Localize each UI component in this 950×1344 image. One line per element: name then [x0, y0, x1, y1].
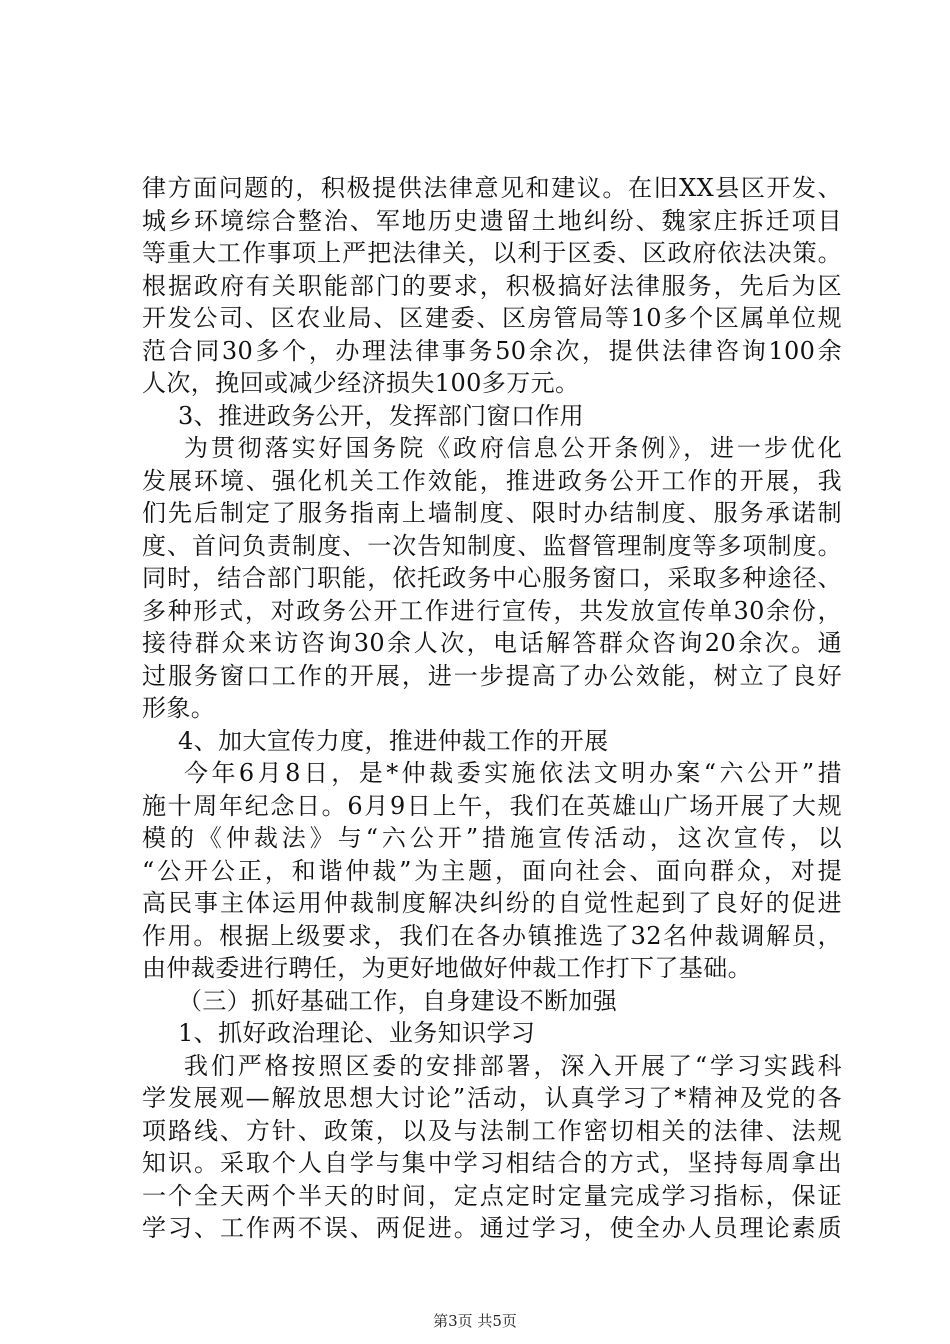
section-heading: 4、加大宣传力度，推进仲裁工作的开展 — [178, 726, 609, 755]
text-line: 们先后制定了服务指南上墙制度、限时办结制度、服务承诺制 — [142, 499, 842, 527]
text-line: 我们严格按照区委的安排部署，深入开展了“学习实践科 — [184, 1051, 842, 1080]
text-line: 多种形式，对政务公开工作进行宣传，共发放宣传单30余份， — [142, 596, 842, 625]
text-line: 学习、工作两不误、两促进。通过学习，使全办人员理论素质 — [142, 1214, 842, 1242]
section-heading: 3、推进政务公开，发挥部门窗口作用 — [178, 401, 585, 430]
text-line: 作用。根据上级要求，我们在各办镇推选了32名仲裁调解员， — [142, 921, 842, 950]
text-line: 发展环境、强化机关工作效能，推进政务公开工作的开展，我 — [142, 466, 842, 495]
text-line: 城乡环境综合整治、军地历史遗留土地纠纷、魏家庄拆迁项目 — [142, 206, 842, 235]
text-line: 度、首问负责制度、一次告知制度、监督管理制度等多项制度。 — [142, 531, 842, 560]
text-line: 接待群众来访咨询30余人次，电话解答群众咨询20余次。通 — [142, 629, 842, 657]
page-number-footer: 第3页 共5页 — [433, 1312, 517, 1330]
text-line: 过服务窗口工作的开展，进一步提高了办公效能，树立了良好 — [142, 661, 842, 690]
text-line: 人次，挽回或减少经济损失100多万元。 — [142, 369, 580, 397]
document-body — [142, 172, 842, 1245]
text-line: 一个全天两个半天的时间，定点定时定量完成学习指标，保证 — [142, 1181, 842, 1210]
text-line: 模的《仲裁法》与“六公开”措施宣传活动，这次宣传，以 — [142, 824, 842, 852]
text-line: 施十周年纪念日。6月9日上午，我们在英雄山广场开展了大规 — [142, 791, 842, 820]
text-line: 高民事主体运用仲裁制度解决纠纷的自觉性起到了良好的促进 — [142, 889, 842, 917]
section-heading: （三）抓好基础工作，自身建设不断加强 — [178, 986, 618, 1015]
section-heading: 1、抓好政治理论、业务知识学习 — [178, 1019, 536, 1047]
text-line: “公开公正，和谐仲裁”为主题，面向社会、面向群众，对提 — [142, 856, 842, 885]
text-line: 今年6月8日，是*仲裁委实施依法文明办案“六公开”措 — [184, 759, 842, 787]
text-line: 同时，结合部门职能，依托政务中心服务窗口，采取多种途径、 — [142, 564, 842, 592]
text-line: 开发公司、区农业局、区建委、区房管局等10多个区属单位规 — [142, 304, 842, 332]
text-line: 知识。采取个人自学与集中学习相结合的方式，坚持每周拿出 — [142, 1149, 842, 1177]
text-line: 等重大工作事项上严把法律关，以利于区委、区政府依法决策。 — [142, 239, 842, 267]
text-line: 学发展观—解放思想大讨论”活动，认真学习了*精神及党的各 — [142, 1084, 842, 1112]
text-line: 范合同30多个，办理法律事务50余次，提供法律咨询100余 — [142, 336, 842, 365]
text-line: 根据政府有关职能部门的要求，积极搞好法律服务，先后为区 — [142, 271, 842, 300]
text-line: 为贯彻落实好国务院《政府信息公开条例》，进一步优化 — [184, 434, 842, 462]
text-line: 形象。 — [142, 694, 216, 722]
text-line: 律方面问题的，积极提供法律意见和建议。在旧XX县区开发、 — [142, 174, 842, 202]
text-line: 项路线、方针、政策，以及与法制工作密切相关的法律、法规 — [142, 1116, 842, 1145]
text-line: 由仲裁委进行聘任，为更好地做好仲裁工作打下了基础。 — [142, 954, 752, 982]
